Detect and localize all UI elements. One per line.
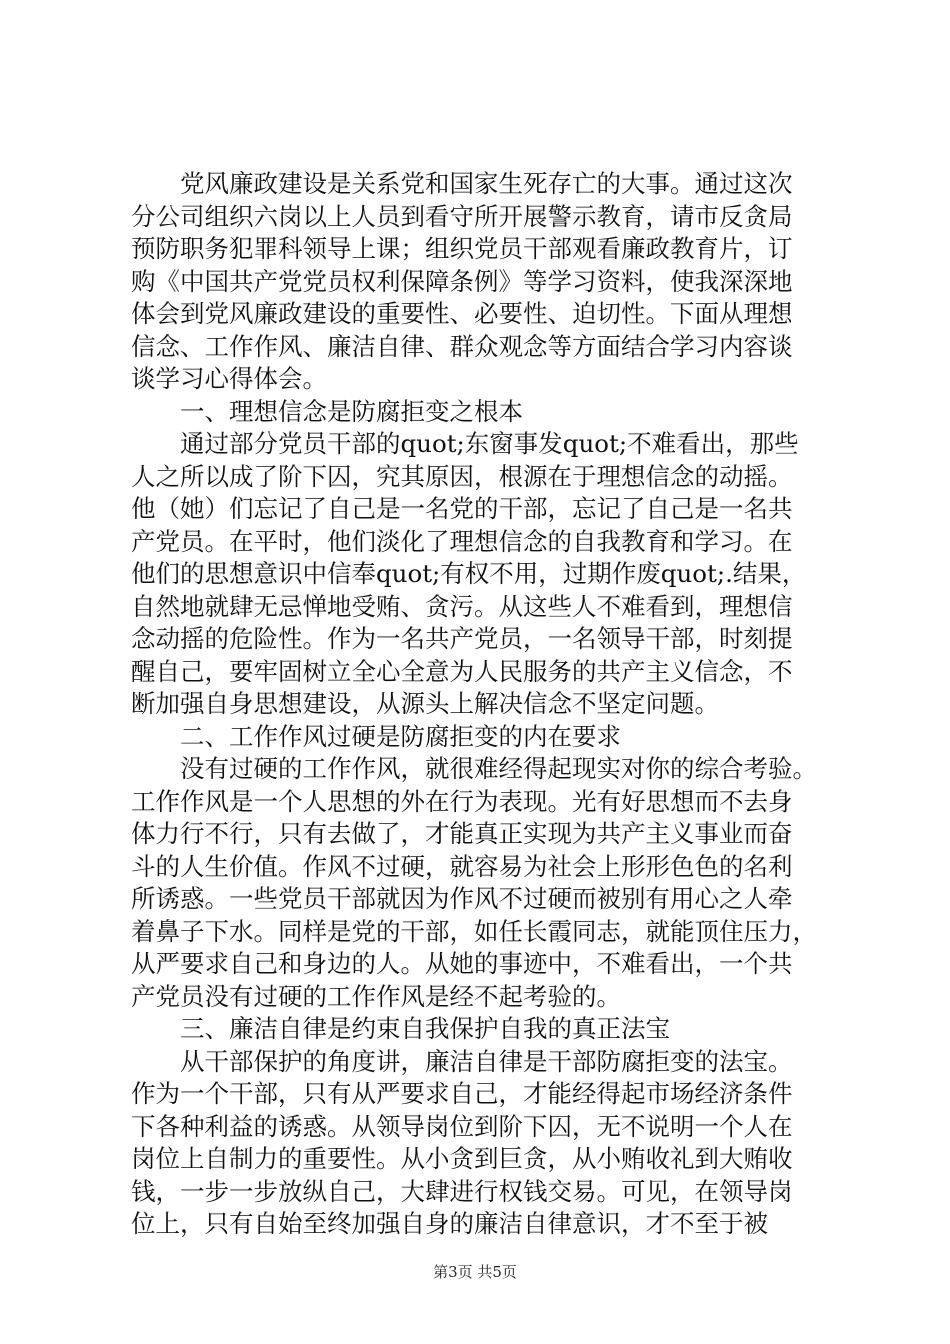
text-line: 下各种利益的诱惑。从领导岗位到阶下囚，无不说明一个人在 bbox=[131, 1111, 793, 1141]
text-line: 人之所以成了阶下囚，究其原因，根源在于理想信念的动摇。 bbox=[131, 461, 793, 491]
text-line: 着鼻子下水。同样是党的干部，如任长霞同志，就能顶住压力， bbox=[131, 916, 817, 946]
text-line: 体会到党风廉政建设的重要性、必要性、迫切性。下面从理想 bbox=[131, 299, 793, 328]
text-line: 岗位上自制力的重要性。从小贪到巨贪，从小贿收礼到大贿收 bbox=[131, 1144, 793, 1173]
text-line: 三、廉洁自律是约束自我保护自我的真正法宝 bbox=[131, 1014, 670, 1043]
text-line: 自然地就肆无忌惮地受贿、贪污。从这些人不难看到，理想信 bbox=[131, 591, 793, 621]
text-line: 产党员。在平时，他们淡化了理想信念的自我教育和学习。在 bbox=[131, 526, 793, 556]
text-line: 他们的思想意识中信奉quot;有权不用，过期作废quot;.结果， bbox=[131, 559, 807, 588]
text-line: 二、工作作风过硬是防腐拒变的内在要求 bbox=[131, 721, 621, 751]
text-line: 信念、工作作风、廉洁自律、群众观念等方面结合学习内容谈 bbox=[131, 331, 793, 361]
text-line: 作为一个干部，只有从严要求自己，才能经得起市场经济条件 bbox=[131, 1079, 793, 1108]
text-line: 一、理想信念是防腐拒变之根本 bbox=[131, 396, 523, 426]
text-line: 斗的人生价值。作风不过硬，就容易为社会上形形色色的名利 bbox=[131, 851, 793, 881]
body-text bbox=[131, 168, 831, 1241]
text-line: 所诱惑。一些党员干部就因为作风不过硬而被别有用心之人牵 bbox=[131, 884, 793, 913]
text-line: 他（她）们忘记了自己是一名党的干部，忘记了自己是一名共 bbox=[131, 494, 793, 523]
text-line: 念动摇的危险性。作为一名共产党员，一名领导干部，时刻提 bbox=[131, 624, 793, 653]
page-footer: 第3页 共5页 bbox=[433, 1263, 517, 1281]
text-line: 购《中国共产党党员权利保障条例》等学习资料，使我深深地 bbox=[131, 266, 793, 296]
text-line: 没有过硬的工作作风，就很难经得起现实对你的综合考验。 bbox=[131, 754, 817, 783]
text-line: 从干部保护的角度讲，廉洁自律是干部防腐拒变的法宝。 bbox=[131, 1046, 793, 1076]
text-line: 钱，一步一步放纵自己，大肆进行权钱交易。可见，在领导岗 bbox=[131, 1176, 793, 1206]
text-line: 体力行不行，只有去做了，才能真正实现为共产主义事业而奋 bbox=[131, 819, 793, 848]
text-line: 谈学习心得体会。 bbox=[131, 364, 327, 393]
text-line: 工作作风是一个人思想的外在行为表现。光有好思想而不去身 bbox=[131, 786, 793, 816]
text-line: 产党员没有过硬的工作作风是经不起考验的。 bbox=[131, 981, 621, 1011]
text-line: 通过部分党员干部的quot;东窗事发quot;不难看出，那些 bbox=[131, 429, 799, 458]
text-line: 分公司组织六岗以上人员到看守所开展警示教育，请市反贪局 bbox=[131, 201, 793, 231]
text-line: 党风廉政建设是关系党和国家生死存亡的大事。通过这次 bbox=[131, 169, 793, 198]
text-line: 预防职务犯罪科领导上课；组织党员干部观看廉政教育片，订 bbox=[131, 234, 793, 263]
text-line: 从严要求自己和身边的人。从她的事迹中，不难看出，一个共 bbox=[131, 949, 793, 978]
text-line: 位上，只有自始至终加强自身的廉洁自律意识，才不至于被 bbox=[131, 1209, 768, 1238]
text-line: 醒自己，要牢固树立全心全意为人民服务的共产主义信念，不 bbox=[131, 656, 793, 686]
text-line: 断加强自身思想建设，从源头上解决信念不坚定问题。 bbox=[131, 689, 719, 718]
